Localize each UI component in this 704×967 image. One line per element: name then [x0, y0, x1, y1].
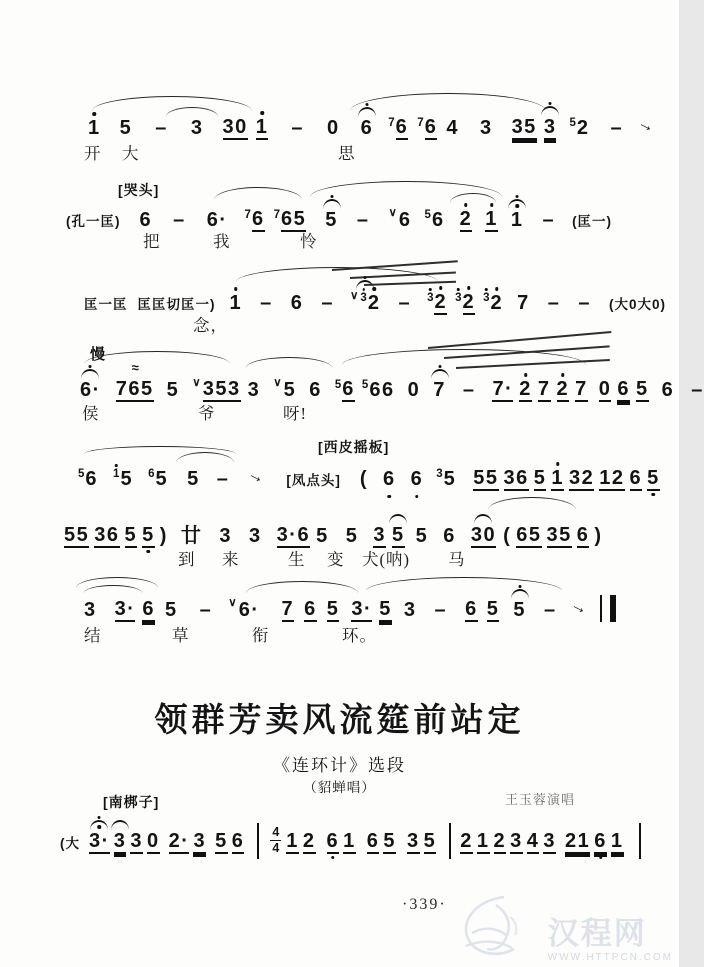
note-token: 12 — [599, 467, 625, 489]
lyric-syllable: 侯 — [82, 404, 100, 423]
note-token: ∨ 6 — [388, 206, 412, 231]
note-token: 3· — [114, 598, 136, 620]
percussion-notation: 匡一匡 — [84, 296, 128, 312]
note-token: 6 — [366, 830, 380, 852]
lyric-syllable: 变 — [327, 550, 345, 569]
note-token: 2 — [302, 830, 316, 852]
note-token: – — [547, 292, 561, 314]
watermark-url: WWW.HTTPCN.COM — [547, 952, 673, 963]
note-token: 5 — [513, 600, 526, 622]
note-token: 36 — [94, 524, 120, 546]
note-token: 6 — [594, 831, 607, 854]
note-token: 5 — [392, 525, 405, 548]
note-token: 1 — [256, 117, 269, 140]
note-token: – — [610, 117, 624, 139]
score-line-1 — [88, 106, 659, 140]
lyric-syllable: 我 — [213, 232, 231, 251]
note-token: 6 — [231, 830, 245, 852]
note-token: 6 5 — [148, 467, 169, 490]
lyric-syllable: 呀! — [283, 404, 307, 423]
lyric-syllable: 怜 — [300, 232, 318, 251]
note-token: 2 — [493, 830, 507, 852]
note-token: 5 6 — [334, 378, 355, 400]
note-token: 32 — [569, 467, 595, 489]
note-token: 5 — [486, 598, 500, 620]
note-token: 2· — [168, 830, 190, 852]
bar-line — [449, 823, 451, 859]
percussion-notation: 匡匡切匡一) — [137, 296, 216, 312]
note-token: ( — [503, 525, 512, 547]
song-title: 领群芳卖风流筵前站定 — [154, 703, 525, 739]
note-token: ( — [359, 468, 369, 490]
note-token: – — [216, 468, 230, 490]
note-token: 3 — [193, 830, 207, 852]
bar-line — [257, 823, 259, 859]
score-line-5 — [78, 457, 660, 491]
note-token: 65 — [516, 524, 542, 546]
note-token: – — [291, 117, 304, 139]
slur-arc — [246, 357, 332, 368]
note-token: 1 — [343, 830, 356, 852]
bar-line — [639, 823, 641, 859]
note-token: 36 — [503, 467, 529, 489]
note-token: 3 — [373, 524, 386, 546]
percussion-notation: (孔一匡) — [66, 213, 121, 229]
note-token: 5 — [647, 468, 660, 491]
note-token: 0 — [327, 117, 340, 139]
note-token: – — [542, 209, 556, 231]
note-token: 7 — [517, 292, 530, 314]
lyric-syllable: 衔 — [252, 626, 270, 645]
note-token: 3 — [130, 830, 144, 852]
note-token: ) — [594, 525, 603, 547]
percussion-notation: (大0大0) — [609, 296, 667, 312]
note-token: 5 — [383, 830, 397, 852]
note-token: – — [398, 292, 412, 314]
performer-credit: 王玉蓉演唱 — [505, 792, 576, 807]
note-token: 3 — [247, 379, 261, 401]
lyric-syllable: 马 — [448, 550, 466, 569]
note-token: ∨ 6· — [228, 596, 260, 621]
section-label-xipi-yaoban: [西皮摇板] — [318, 439, 390, 455]
note-token: 4 — [446, 117, 459, 139]
note-token: 7 6 — [244, 208, 265, 230]
note-token: 3 — [249, 525, 262, 547]
note-token: – — [356, 209, 370, 231]
note-token: 6 — [617, 378, 630, 400]
glide-arrow: → — [634, 112, 659, 137]
page-number: ·339· — [402, 896, 447, 913]
percussion-notation: (大 — [60, 835, 80, 851]
note-token: 6 — [304, 598, 317, 620]
note-token: 1 — [511, 210, 524, 232]
note-token: 1 — [610, 830, 624, 852]
note-token: 7· — [492, 378, 514, 400]
note-token: 7 6 — [388, 116, 409, 138]
note-token: 3 — [114, 831, 127, 854]
note-token: ∨ 3 2 — [350, 291, 380, 316]
lyric-syllable: 开 — [84, 144, 102, 163]
note-token: ∨ 5 — [273, 376, 297, 401]
crescendo-line — [428, 331, 611, 349]
note-token: 6· — [206, 209, 228, 231]
note-token: 5 — [423, 830, 437, 852]
score-line-7 — [84, 588, 616, 622]
note-token: 55 — [64, 524, 90, 546]
note-token: 6· — [80, 380, 101, 402]
note-token: 3· — [351, 598, 373, 620]
note-token: – — [462, 379, 476, 401]
note-token: – — [321, 292, 334, 314]
note-token: 2 — [557, 379, 570, 402]
note-token: 5 — [533, 467, 547, 489]
note-token: 3 — [84, 599, 97, 621]
lyric-syllable: 念， — [193, 316, 228, 335]
note-token: 3 — [510, 830, 523, 852]
note-token: 30 — [471, 525, 496, 548]
note-token: 6 — [142, 598, 156, 620]
note-token: – — [578, 292, 592, 314]
score-line-2 — [66, 198, 612, 232]
note-token: 30 — [222, 116, 248, 138]
lyric-syllable: 大 — [122, 144, 140, 163]
note-token: 6 — [383, 469, 396, 491]
glide-arrow: → — [567, 594, 592, 619]
note-token: 7 — [537, 378, 551, 400]
note-token: 3 — [403, 599, 417, 621]
note-token: 5 — [379, 598, 392, 620]
note-token: ) — [159, 525, 168, 547]
note-token: 6 — [576, 524, 590, 546]
note-token: 3 — [219, 525, 233, 547]
note-token: 1 5 — [113, 469, 133, 492]
note-token: 35 — [546, 524, 572, 546]
note-token: 6 — [361, 118, 374, 140]
note-token: 5 — [636, 378, 649, 400]
lyric-syllable: 结 — [84, 626, 102, 645]
lyric-syllable: 到 — [178, 550, 196, 569]
note-token: 1 — [551, 468, 564, 491]
note-token: 3 5 — [436, 467, 457, 490]
watermark — [452, 891, 673, 963]
note-token: 5 — [124, 524, 138, 546]
watermark-brand: 汉程网 — [547, 916, 647, 951]
note-token: 3·6 — [276, 524, 311, 546]
note-token: 5 — [345, 525, 359, 547]
note-token: 5 — [325, 210, 338, 232]
note-token: 6 — [443, 525, 456, 547]
note-token: 6 — [327, 831, 340, 854]
note-token: – — [691, 379, 704, 401]
lyric-syllable: 环。 — [342, 626, 377, 645]
watermark-logo-icon — [452, 891, 544, 963]
note-token: 3 2 — [455, 292, 475, 315]
note-token: 5 — [166, 379, 180, 401]
note-token: 7 — [281, 598, 295, 620]
singer-note: （貂蝉唱） — [303, 780, 376, 795]
note-token: 6 — [309, 379, 322, 401]
note-token: 5 — [142, 525, 155, 548]
note-token: 5 — [165, 599, 178, 621]
score-line-6 — [64, 514, 603, 548]
percussion-notation: (匡一) — [572, 213, 613, 229]
lyric-syllable: 犬(呐) — [362, 550, 410, 569]
note-token: 7 65 — [273, 208, 307, 230]
note-token: ∨ 353 — [192, 376, 241, 400]
note-token: 6 — [661, 379, 675, 401]
note-token: 6 — [139, 209, 153, 231]
note-token: 5 — [415, 525, 429, 547]
note-token: 21 — [565, 830, 591, 852]
note-token: 3 — [407, 830, 420, 852]
note-token: 2 — [460, 209, 473, 232]
note-token: 5 — [316, 525, 329, 547]
note-token: 3 — [190, 117, 204, 139]
lyric-syllable: 草 — [172, 626, 190, 645]
note-token: 7 — [575, 378, 588, 400]
inline-section-label: [凤点头] — [286, 472, 341, 488]
time-signature: 4 4 — [272, 825, 280, 855]
note-token: 0 — [598, 378, 612, 400]
note-token: 5 2 — [569, 116, 590, 139]
note-token: 廿 — [180, 525, 203, 547]
note-token: 3 — [543, 830, 557, 852]
note-token: 1 — [476, 830, 490, 852]
lyric-syllable: 来 — [222, 550, 240, 569]
note-token: 4 — [526, 830, 540, 852]
lyric-syllable: 爷 — [198, 404, 216, 423]
note-token: – — [434, 599, 448, 621]
lyric-syllable: 生 — [288, 550, 306, 569]
note-token: 0 — [407, 379, 421, 401]
note-token: 1 — [485, 209, 498, 232]
note-token: 2 — [519, 379, 532, 402]
score-line-3 — [84, 281, 666, 315]
note-token: 6 — [290, 292, 304, 314]
score-line-8 — [60, 820, 641, 854]
note-token: 1 — [88, 118, 101, 140]
final-bar-line — [600, 595, 616, 622]
note-token: 35 — [511, 116, 537, 138]
note-token: 7 — [433, 380, 446, 402]
section-label-kutou: [哭头] — [118, 182, 160, 198]
note-token: 6 — [411, 469, 424, 491]
note-token: 1 — [230, 293, 243, 315]
note-token: – — [543, 599, 557, 621]
note-token: 5 6 — [78, 467, 99, 490]
lyric-syllable: 思 — [338, 144, 356, 163]
opera-source: 《连环计》选段 — [273, 756, 406, 775]
note-token: 6 — [629, 467, 643, 489]
note-token: – — [155, 117, 168, 139]
note-token: 3 — [544, 117, 557, 140]
note-token: 765 ≈ — [115, 360, 154, 400]
note-token: – — [199, 599, 213, 621]
note-token: 3 2 — [483, 293, 503, 316]
glide-arrow: → — [245, 463, 270, 488]
note-token: 5 66 — [361, 378, 395, 401]
section-label-nanbangzi: [南梆子] — [103, 794, 160, 810]
note-token: 3 — [479, 117, 493, 139]
note-token: 55 — [473, 467, 499, 489]
tempo-label-man: 慢 — [90, 346, 107, 363]
note-token: 5 6 — [424, 208, 445, 231]
note-token: 5 — [187, 468, 200, 490]
note-token: 6 — [465, 598, 478, 620]
note-token: 5 — [326, 598, 340, 620]
note-token: – — [260, 292, 273, 314]
note-token: – — [173, 209, 186, 231]
note-token: 2 — [460, 830, 473, 852]
note-token: 7 6 — [417, 116, 438, 138]
score-line-4 — [80, 360, 704, 402]
note-token: 5 — [119, 117, 133, 139]
lyric-syllable: 把 — [143, 232, 161, 251]
note-token: 0 — [147, 830, 160, 852]
note-token: 3 2 — [427, 292, 447, 315]
note-token: 3· — [89, 831, 110, 854]
note-token: 1 — [286, 830, 299, 852]
note-token: 5 — [215, 830, 228, 852]
slur-arc — [488, 497, 576, 510]
